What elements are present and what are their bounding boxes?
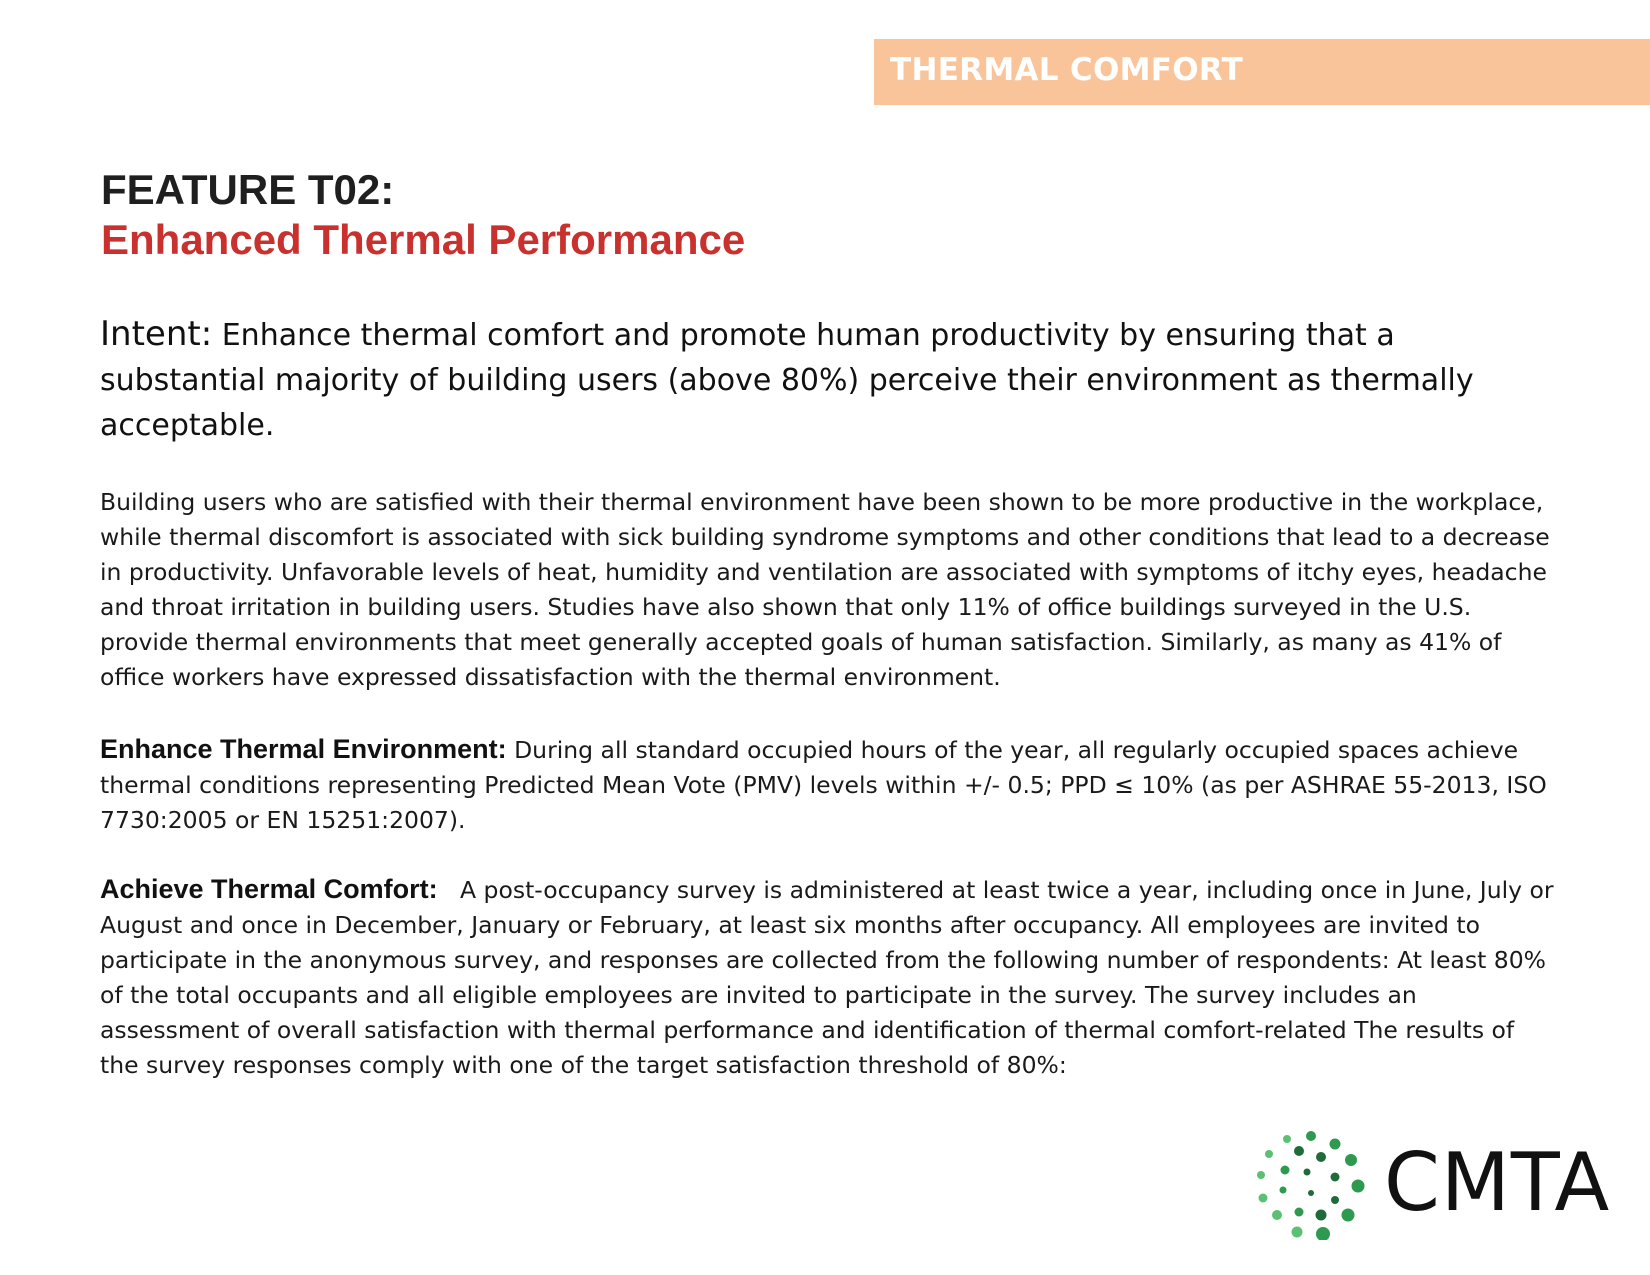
feature-title: Enhanced Thermal Performance — [101, 216, 746, 263]
section-banner — [874, 39, 1650, 105]
background-paragraph: Building users who are satisfied with their thermal environment have been shown to be more productive in the workplace, while thermal discomfort is associated with sick building syndrome symptoms and other conditions that lead to a decrease in productivity. Unfavorable levels of heat, humidity and ventilation are associated with symptoms of itchy eyes, headache and throat irritation in building users. Studies have also shown that only 11% of office buildings surveyed in the U.S. provide thermal environments that meet generally accepted goals of human satisfaction. Similarly, as many as 41% of office workers have expressed dissatisfaction with the thermal environment. — [100, 488, 1550, 691]
intent-text: Enhance thermal comfort and promote human productivity by ensuring that a substantial majority of building users (above 80%) perceive their environment as thermally acceptable. — [100, 318, 1474, 443]
environment-lead: Enhance Thermal Environment: — [100, 734, 507, 764]
comfort-text: A post-occupancy survey is administered at least twice a year, including once in June, July or August and once in December, January or February, at least six months after occupancy. All employees are invited to participate in the anonymous survey, and responses are collected from the following number of respondents: At least 80% of the total occupants and all eligible employees are invited to participate in the survey. The survey includes an assessment of overall satisfaction with thermal performance and identification of thermal comfort-related The results of the survey responses comply with one of the target satisfaction threshold of 80%: — [100, 876, 1554, 1079]
feature-code: FEATURE T02: — [101, 166, 395, 213]
intent-label: Intent: — [100, 314, 213, 354]
logo-wordmark: CMTA — [1384, 1136, 1611, 1229]
environment-text: During all standard occupied hours of the year, all regularly occupied spaces achieve thermal conditions representing Predicted Mean Vote (PMV) levels within +/- 0.5; PPD ≤ 10% (as per ASHRAE 55-2013, ISO 7730:2005 or EN 15251:2007). — [100, 736, 1547, 834]
dot-cluster-icon — [1255, 1130, 1365, 1240]
intent-statement — [100, 312, 1550, 448]
comfort-paragraph — [100, 872, 1560, 1083]
company-logo — [1255, 1130, 1625, 1240]
environment-paragraph — [100, 732, 1560, 838]
section-banner-label: THERMAL COMFORT — [890, 52, 1244, 88]
comfort-lead: Achieve Thermal Comfort: — [100, 874, 438, 904]
